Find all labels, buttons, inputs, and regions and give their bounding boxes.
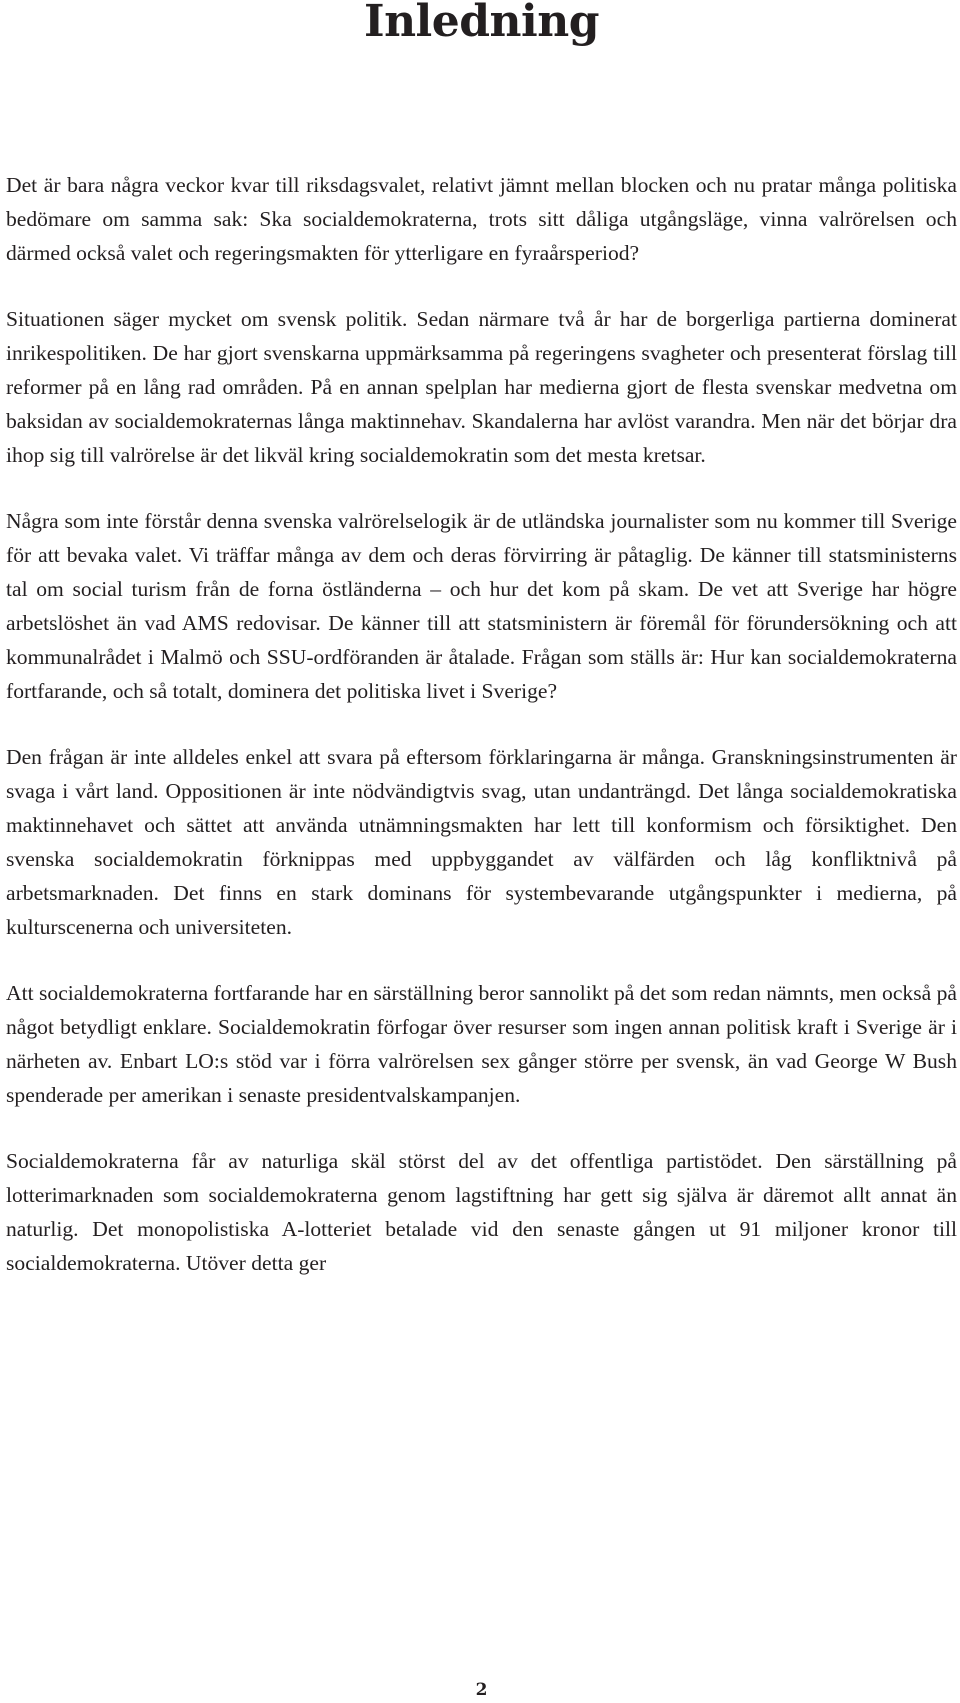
body-text xyxy=(6,168,957,1312)
paragraph: Socialdemokraterna får av naturliga skäl störst del av det offentliga partistödet. Den särställning på lotterimarknaden som socialdemokraterna genom lagstiftning har gett sig själva är däremot allt annat än naturlig. Det monopolistiska A-lotteriet betalade vid den senaste gången ut 91 miljoner kronor till socialdemokraterna. Utöver detta ger xyxy=(6,1149,957,1275)
paragraph: Det är bara några veckor kvar till riksdagsvalet, relativt jämnt mellan blocken och nu pratar många politiska bedömare om samma sak: Ska socialdemokraterna, trots sitt dåliga utgångsläge, vinna valrörelsen och därmed också valet och regeringsmakten för ytterligare en fyraårsperiod? xyxy=(6,173,957,265)
paragraph: Den frågan är inte alldeles enkel att svara på eftersom förklaringarna är många. Granskningsinstrumenten är svaga i vårt land. Oppositionen är inte nödvändigtvis svag, utan undanträngd. Det långa socialdemokratiska maktinnehavet och sättet att använda utnämningsmakten har lett till konformism och försiktighet. Den svenska socialdemokratin förknippas med uppbyggandet av välfärden och låg konfliktnivå på arbetsmarknaden. Det finns en stark dominans för systembevarande utgångspunkter i medierna, på kulturscenerna och universiteten. xyxy=(6,745,957,939)
paragraph: Att socialdemokraterna fortfarande har en särställning beror sannolikt på det som redan nämnts, men också på något betydligt enklare. Socialdemokratin förfogar över resurser som ingen annan politisk kraft i Sverige är i närheten av. Enbart LO:s stöd var i förra valrörelsen sex gånger större per svensk, än vad George W Bush spenderade per amerikan i senaste presidentvalskampanjen. xyxy=(6,981,958,1107)
document-page xyxy=(6,0,957,1703)
paragraph: Några som inte förstår denna svenska valrörelselogik är de utländska journalister som nu kommer till Sverige för att bevaka valet. Vi träffar många av dem och deras förvirring är påtaglig. De känner till statsministerns tal om social turism från de forna östländerna – och hur det kom på skam. De vet att Sverige har högre arbetslöshet än vad AMS redovisar. De känner till att statsministern är föremål för förundersökning och att kommunalrådet i Malmö och SSU-ordföranden är åtalade. Frågan som ställs är: Hur kan socialdemokraterna fortfarande, och så totalt, dominera det politiska livet i Sverige? xyxy=(6,509,957,703)
paragraph: Situationen säger mycket om svensk politik. Sedan närmare två år har de borgerliga partierna dominerat inrikespolitiken. De har gjort svenskarna uppmärksamma på regeringens svagheter och presenterat förslag till reformer på en lång rad områden. På en annan spelplan har medierna gjort de flesta svenskar medvetna om baksidan av socialdemokraternas långa maktinnehav. Skandalerna har avlöst varandra. Men när det börjar dra ihop sig till valrörelse är det likväl kring socialdemokratin som det mesta kretsar. xyxy=(6,307,957,467)
page-title: Inledning xyxy=(363,0,599,47)
page-number: 2 xyxy=(475,1680,488,1700)
